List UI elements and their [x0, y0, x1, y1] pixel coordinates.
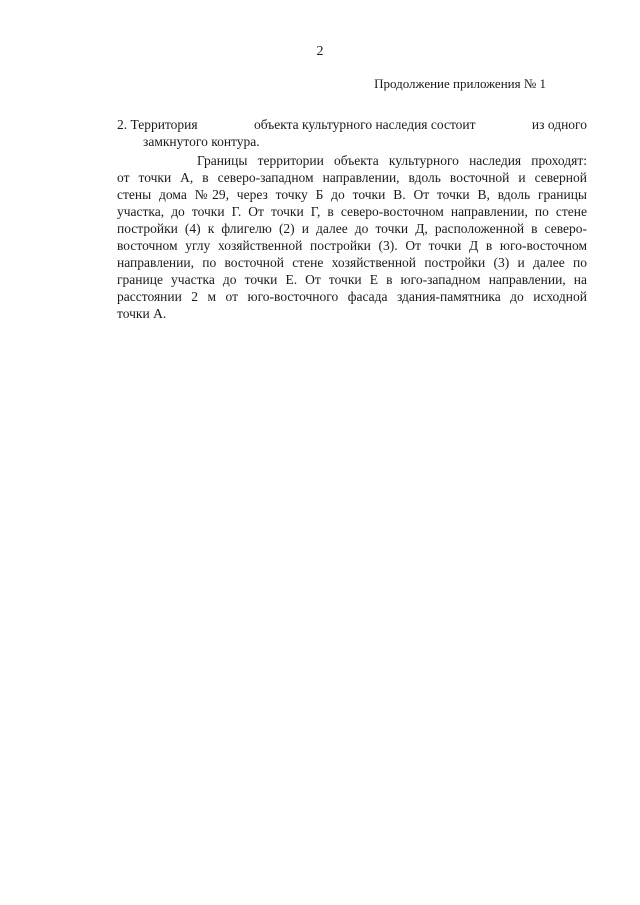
appendix-continuation-note: Продолжение приложения № 1 — [374, 76, 546, 91]
item-continuation: замкнутого контура. — [143, 134, 260, 149]
item-text-middle: объекта культурного наследия состоит — [253, 117, 476, 132]
paragraph-line: направлении, по восточной стене хозяйственной постройки (3) и далее по — [117, 255, 587, 270]
item-number-and-subject — [117, 116, 198, 133]
item-number: 2. — [117, 117, 128, 132]
paragraph-line: постройки (4) к флигелю (2) и далее до точки Д, расположенной в северо- — [117, 221, 587, 236]
list-item-2 — [117, 116, 587, 133]
page-number: 2 — [316, 44, 324, 59]
item-text-end: из одного — [531, 117, 587, 132]
paragraph-line: восточном углу хозяйственной постройки (3). От точки Д в юго-восточном — [117, 238, 587, 253]
item-subject: Территория — [130, 117, 198, 132]
paragraph-line: точки А. — [117, 306, 167, 321]
paragraph-line: границе участка до точки Е. От точки Е в юго-западном направлении, на — [117, 272, 587, 287]
paragraph-line: участка, до точки Г. От точки Г, в северо-восточном направлении, по стене — [117, 204, 587, 219]
paragraph-line: Границы территории объекта культурного наследия проходят: — [197, 153, 587, 168]
paragraph-line: стены дома №29, через точку Б до точки В. От точки В, вдоль границы — [117, 187, 587, 202]
paragraph-line: расстоянии 2 м от юго-восточного фасада здания-памятника до исходной — [117, 289, 587, 304]
boundary-description-paragraph — [117, 152, 587, 322]
document-body — [117, 116, 587, 322]
paragraph-line: от точки А, в северо-западном направлении, вдоль восточной и северной — [117, 170, 587, 185]
